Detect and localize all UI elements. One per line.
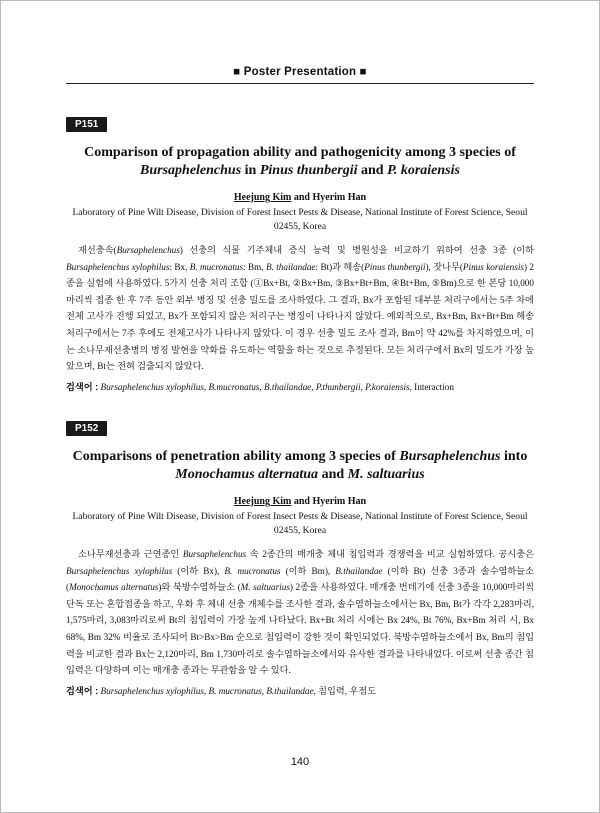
header-rule	[66, 83, 534, 84]
keywords-label: 검색어 :	[66, 685, 99, 696]
italic-run: Bursaphelenchus	[140, 163, 242, 178]
text-run: : Bx,	[169, 261, 190, 272]
italic-run: Pinus thunbergii	[259, 163, 358, 178]
affiliation: Laboratory of Pine Wilt Disease, Division of Forest Insect Pests & Disease, National Institute of Forest Science, Seoul 02455, Korea	[72, 511, 528, 536]
abstract-title	[66, 144, 534, 180]
keywords-label: 검색어 :	[66, 381, 99, 392]
abstract-title	[66, 448, 534, 484]
text-run: and	[318, 467, 348, 482]
abstract-p151	[66, 114, 534, 394]
italic-run: B.thailandae	[335, 565, 383, 576]
abstract-body	[66, 546, 534, 679]
italic-run: Bursaphelenchus	[116, 245, 180, 255]
affiliation: Laboratory of Pine Wilt Disease, Division of Forest Insect Pests & Disease, National Institute of Forest Science, Seoul 02455, Korea	[72, 207, 528, 232]
text-run: : Bt)과 해송(	[315, 261, 365, 272]
text-run: (이하 Bt) 선충 3종과 솔수염하늘소(	[66, 565, 534, 593]
italic-run: Monochamus alternatus	[69, 582, 159, 593]
abstract-id-badge: P152	[66, 421, 107, 436]
author-line	[66, 496, 534, 507]
keywords-list: Bursaphelenchus xylophilus, B.mucronatus, B.thailandae, P.thunbergii, P.koraiensis	[100, 381, 410, 392]
text-run: ) 2종을 실험에 사용하였다. 5가지 선충 처리 조합 (①Bx+Bt, ②Bx+Bm, ③Bx+Bt+Bm, ④Bt+Bm, ⑤Bm)으로 한 본당 10,000마리씩 접종 한 후 7주 동안 외부 병징 및 선충 밀도를 조사하였다. 그 결과, Bx가 포함된 대부분 처리구에서는 5주 차에 전체 고사가 진행 되었고, Bx가 포함되지 않은 처리구는 병징이 나타나지 않았다. 예외적으로, Bx+Bm, Bx+Bt+Bm 해송 처리구에서는 7주 후에도 전체고사가 나타나지 않았다. 이 경우 선충 밀도 조사 결과, Bm이 약 42%를 차지하였으며, 이는 소나무재선충병의 병징 발현을 약화를 유도하는 역할을 하는 것으로 추정된다. 모든 처리구에서 Bx의 밀도가 가장 높았으며, Bt는 전혀 검출되지 않았다.	[66, 261, 535, 372]
author-line	[66, 192, 534, 203]
keywords-extra: 침입력, 우점도	[315, 685, 376, 696]
text-run: ) 선충의 식물 기주체내 증식 능력 및 병원성을 비교하기 위하여 선충 3종 (이하	[179, 245, 534, 255]
keywords	[66, 684, 534, 698]
text-run: into	[500, 449, 528, 464]
text-run: Comparisons of penetration ability among 3 species of	[72, 449, 400, 464]
abstract-p152	[66, 418, 534, 698]
text-run: 속 2종간의 매개충 체내 침입력과 경쟁력을 비교 실험하였다. 공시충은	[246, 549, 534, 559]
text-run: ) 2종을 사용하였다. 매개충 번데기에 선충 3종을 10,000마리씩 단독 또는 혼합접종을 하고, 우화 후 체내 선충 개체수를 조사한 결과, 솔수염하늘소에서는 Bx, Bm, Bt가 각각 2,283마리, 1,575마리, 3,083마리로써 Bt의 침입력이 가장 높게 나타났다. Bx+Bt 처리 시에는 Bx 24%, Bt 76%, Bx+Bm 처리 시, Bx 68%, Bm 32% 비율로 조사되어 Bt>Bx>Bm 순으로 침입력이 강한 것이 확인되었다. 북방수염하늘소에서 Bx, Bm의 침입력을 비교한 결과 Bx는 2,120마리, Bm 1,730마리로 솔수염하늘소에서와 유사한 결과를 나타내었다. 이로써 선충 종간 침입력은 다양하며 이는 매개충 종과는 무관함을 알 수 있다.	[66, 582, 535, 676]
page-number: 140	[290, 756, 310, 768]
keywords-extra: , Interaction	[409, 381, 454, 392]
text-run: (이하 Bm),	[280, 565, 336, 576]
presenter-name: Heejung Kim	[233, 496, 292, 507]
coauthor-names: and Hyerim Han	[291, 496, 367, 507]
text-run: ), 잣나무(	[425, 261, 463, 272]
text-run: 소나무재선충과 근연종인	[78, 549, 183, 559]
italic-run: Bursaphelenchus xylophilus	[66, 261, 170, 272]
text-run: and	[357, 163, 388, 178]
text-run: : Bm,	[243, 261, 266, 272]
italic-run: Pinus koraiensis	[462, 261, 524, 272]
text-run: (이하 Bx),	[172, 565, 225, 576]
keywords	[66, 380, 534, 394]
italic-run: M. saltuarius	[347, 467, 425, 482]
italic-run: B. mucronatus	[224, 565, 281, 576]
text-run: Comparison of propagation ability and pathogenicity among 3 species of	[84, 145, 516, 160]
italic-run: Bursaphelenchus	[182, 549, 247, 559]
italic-run: Pinus thunbergii	[364, 261, 426, 272]
abstract-id-badge: P151	[66, 117, 107, 132]
text-run: 재선충속(	[78, 245, 117, 255]
abstract-body	[66, 242, 534, 375]
italic-run: M. saltuarius	[240, 582, 290, 593]
italic-run: B. mucronatus	[189, 261, 244, 272]
section-header: ■ Poster Presentation ■	[233, 66, 367, 78]
italic-run: P. koraiensis	[387, 163, 460, 178]
italic-run: Bursaphelenchus	[399, 449, 501, 464]
presenter-name: Heejung Kim	[233, 192, 292, 203]
text-run: )와 북방수염하늘소 (	[158, 582, 241, 593]
text-run: in	[241, 163, 260, 178]
italic-run: B. thailandae	[265, 261, 316, 272]
italic-run: Monochamus alternatua	[175, 467, 319, 482]
italic-run: Bursaphelenchus xylophilus	[66, 565, 173, 576]
coauthor-names: and Hyerim Han	[291, 192, 367, 203]
keywords-list: Bursaphelenchus xylophilus, B. mucronatus, B.thailandae,	[100, 685, 316, 696]
